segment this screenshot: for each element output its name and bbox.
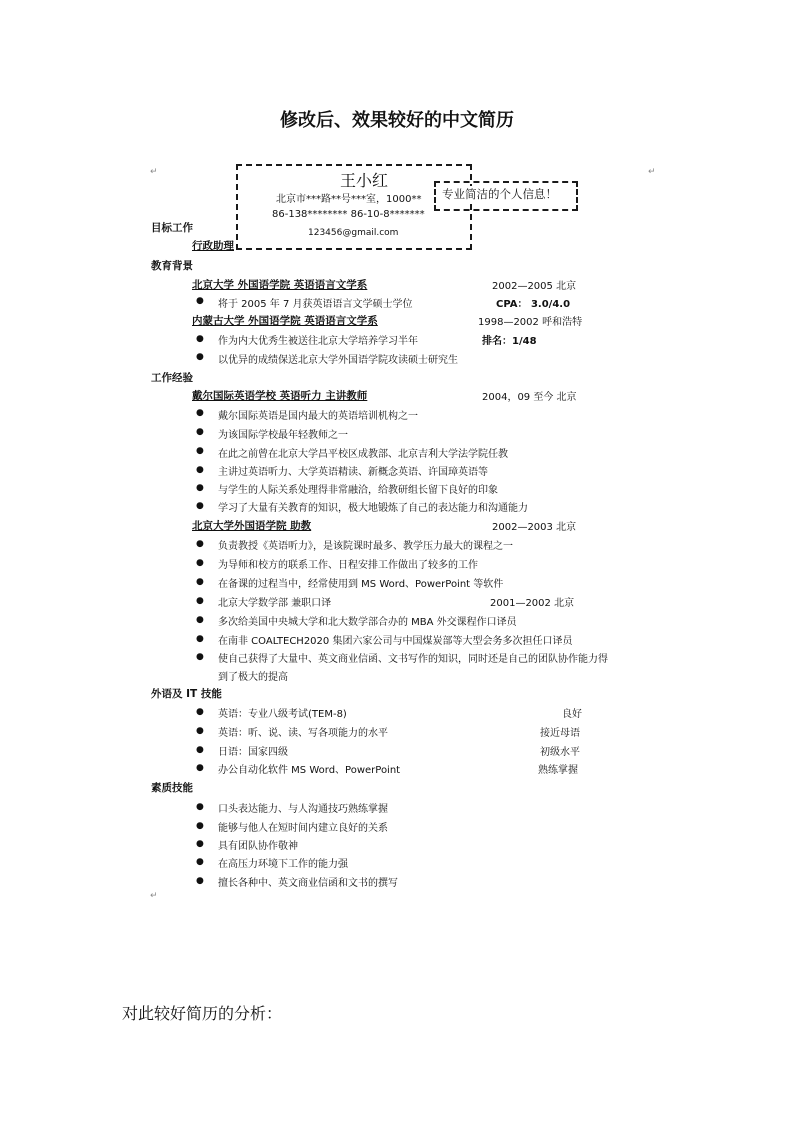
resume-name: 王小红 (340, 171, 389, 190)
list-item: 多次给美国中央城大学和北大数学部合办的 MBA 外交课程作口译员 (218, 617, 517, 628)
bullet-icon: ● (196, 427, 204, 437)
bullet-icon: ● (196, 615, 204, 625)
bullet-icon: ● (196, 577, 204, 587)
work-entry-title: 北京大学外国语学院 助教 (192, 520, 312, 532)
list-item: 为导师和校方的联系工作、日程安排工作做出了较多的工作 (218, 560, 478, 571)
education-entry-date: 1998—2002 呼和浩特 (478, 317, 583, 328)
bullet-icon: ● (196, 483, 204, 493)
list-item: 日语：国家四级 (218, 747, 288, 758)
bullet-icon: ● (196, 745, 204, 755)
analysis-heading: 对此较好简历的分析： (122, 1004, 283, 1023)
paragraph-mark: ↵ (150, 167, 158, 177)
bullet-icon: ● (196, 352, 204, 362)
bullet-icon: ● (196, 652, 204, 662)
section-qualities-label: 素质技能 (151, 782, 193, 794)
bullet-icon: ● (196, 296, 204, 306)
skill-level: 良好 (562, 709, 582, 720)
bullet-icon: ● (196, 857, 204, 867)
bullet-icon: ● (196, 558, 204, 568)
list-item: 擅长各种中、英文商业信函和文书的撰写 (218, 878, 398, 889)
bullet-icon: ● (196, 408, 204, 418)
bullet-icon: ● (196, 501, 204, 511)
list-item: 使自己获得了大量中、英文商业信函、文书写作的知识，同时还是自己的团队协作能力得 (218, 654, 608, 665)
list-item: 在高压力环境下工作的能力强 (218, 859, 348, 870)
section-languages-label: 外语及 IT 技能 (151, 688, 222, 700)
list-item: 戴尔国际英语是国内最大的英语培训机构之一 (218, 411, 418, 422)
objective-value: 行政助理 (192, 240, 234, 252)
list-item: 主讲过英语听力、大学英语精读、新概念英语、许国璋英语等 (218, 467, 488, 478)
work-entry-date: 2004，09 至今 北京 (482, 392, 577, 403)
bullet-icon: ● (196, 802, 204, 812)
list-item: 在南非 COALTECH2020 集团六家公司与中国煤炭部等大型会务多次担任口译员 (218, 636, 573, 647)
bullet-icon: ● (196, 634, 204, 644)
resume-email: 123456@gmail.com (308, 228, 399, 238)
bullet-icon: ● (196, 839, 204, 849)
list-item: 将于 2005 年 7 月获英语语言文学硕士学位 (218, 299, 413, 310)
list-item: 能够与他人在短时间内建立良好的关系 (218, 823, 388, 834)
paragraph-mark: ↵ (648, 167, 656, 177)
list-item-continuation: 到了极大的提高 (218, 672, 288, 683)
callout-text: 专业简洁的个人信息！ (442, 187, 557, 201)
education-entry-title: 北京大学 外国语学院 英语语言文学系 (192, 279, 368, 291)
bullet-icon: ● (196, 596, 204, 606)
list-item: 为该国际学校最年轻教师之一 (218, 430, 348, 441)
section-work-label: 工作经验 (151, 372, 193, 384)
education-entry-date: 2002—2005 北京 (492, 281, 577, 292)
bullet-icon: ● (196, 707, 204, 717)
list-item: 英语：专业八级考试(TEM-8) (218, 709, 347, 720)
bullet-icon: ● (196, 334, 204, 344)
bullet-icon: ● (196, 539, 204, 549)
list-item: 作为内大优秀生被送往北京大学培养学习半年 (218, 336, 418, 347)
section-objective-label: 目标工作 (151, 222, 193, 234)
resume-phone: 86-138******** 86-10-8******* (272, 209, 425, 220)
list-item: 英语：听、说、读、写各项能力的水平 (218, 728, 388, 739)
list-item: 与学生的人际关系处理得非常融洽，给教研组长留下良好的印象 (218, 485, 498, 496)
gpa-value: CPA： 3.0/4.0 (496, 299, 571, 310)
page-title: 修改后、效果较好的中文简历 (280, 110, 514, 131)
bullet-icon: ● (196, 726, 204, 736)
skill-level: 熟练掌握 (538, 765, 578, 776)
section-education-label: 教育背景 (151, 260, 193, 272)
work-entry-date: 2001—2002 北京 (490, 598, 575, 609)
skill-level: 接近母语 (540, 728, 580, 739)
list-item: 在备课的过程当中，经常使用到 MS Word、PowerPoint 等软件 (218, 579, 504, 590)
bullet-icon: ● (196, 821, 204, 831)
list-item: 北京大学数学部 兼职口译 (218, 598, 332, 609)
paragraph-mark: ↵ (150, 891, 158, 901)
bullet-icon: ● (196, 465, 204, 475)
skill-level: 初级水平 (540, 747, 580, 758)
resume-address: 北京市***路**号***室，1000** (276, 194, 422, 205)
list-item: 办公自动化软件 MS Word、PowerPoint (218, 765, 401, 776)
list-item: 口头表达能力、与人沟通技巧熟练掌握 (218, 804, 388, 815)
bullet-icon: ● (196, 876, 204, 886)
list-item: 以优异的成绩保送北京大学外国语学院攻读硕士研究生 (218, 355, 458, 366)
rank-value: 排名：1/48 (482, 336, 537, 347)
education-entry-title: 内蒙古大学 外国语学院 英语语言文学系 (192, 315, 378, 327)
work-entry-date: 2002—2003 北京 (492, 522, 577, 533)
list-item: 负责教授《英语听力》，是该院课时最多、教学压力最大的课程之一 (218, 541, 513, 552)
list-item: 学习了大量有关教育的知识，极大地锻炼了自己的表达能力和沟通能力 (218, 503, 528, 514)
bullet-icon: ● (196, 446, 204, 456)
bullet-icon: ● (196, 763, 204, 773)
work-entry-title: 戴尔国际英语学校 英语听力 主讲教师 (192, 390, 368, 402)
list-item: 在此之前曾在北京大学昌平校区成教部、北京吉利大学法学院任教 (218, 449, 508, 460)
list-item: 具有团队协作敬神 (218, 841, 298, 852)
